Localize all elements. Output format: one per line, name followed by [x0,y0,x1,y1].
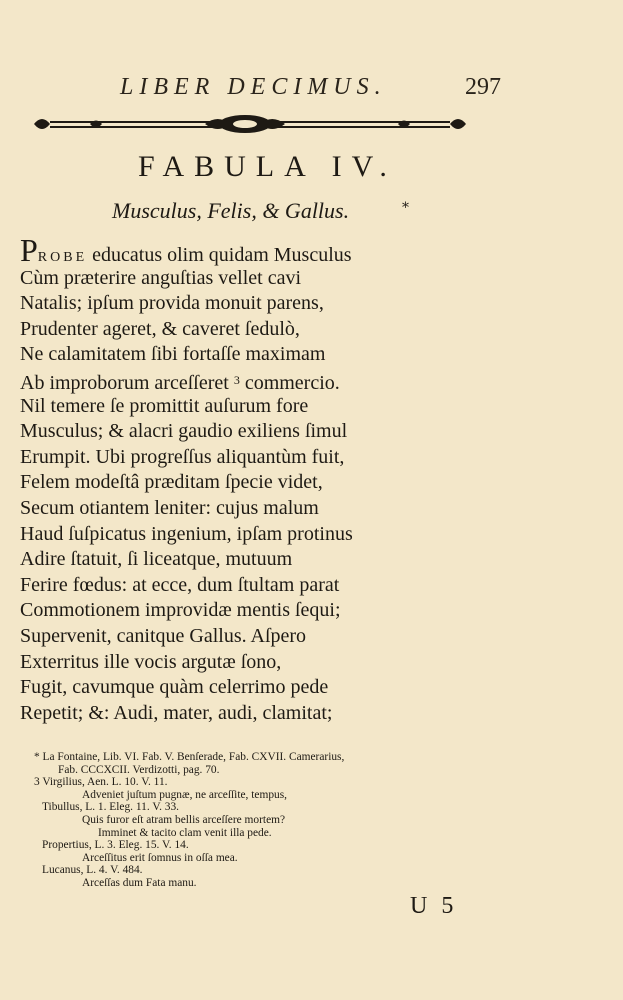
verse-pre: Nil temere ſe promittit auſurum fore [20,394,309,417]
verse-line [20,701,440,727]
verse-pre: Ab improborum arceſſeret [20,371,234,394]
verse-line [20,368,440,394]
footnote-line: * La Fontaine, Lib. VI. Fab. V. Benſerade, Fab. CXVII. Camerarius, [34,751,345,763]
verse-line [20,266,440,292]
verse-pre: Musculus; & alacri gaudio exiliens ſimul [20,420,348,443]
footnote-line: Lucanus, L. 4. V. 484. [42,864,143,877]
verse-pre: Cùm præterire anguſtias vellet cavi [20,266,302,289]
verse-pre: Natalis; ipſum provida monuit parens, [20,292,324,315]
footnotes [34,751,614,890]
verse-line [20,598,440,624]
signature-mark: U 5 [410,893,458,919]
verse-line [20,547,440,573]
verse-line [20,291,440,317]
verse-text: commercio. [239,371,340,394]
verse-line [20,675,440,701]
verse-pre: Fugit, cavumque quàm celerrimo pede [20,676,329,699]
verse-text: educatus olim quidam Musculus [87,244,352,266]
verse-line [20,650,440,676]
footnote-line: Arceſſas dum Fata manu. [82,876,197,889]
footnote-line: Arceſſitus erit ſomnus in oſſa mea. [82,851,238,864]
ornamental-rule-icon [30,112,470,138]
verse-line [20,496,440,522]
verse-pre: Repetit; &: Audi, mater, audi, clamitat; [20,701,333,724]
verse-line [20,394,440,420]
verse-line [20,445,440,471]
footnote-line: Propertius, L. 3. Eleg. 15. V. 14. [42,839,189,852]
verse-pre: Commotionem improvidæ mentis ſequi; [20,599,341,622]
verse-smallcaps: ROBE [37,250,88,265]
footnote-marker: * [402,200,409,216]
verse-line [20,573,440,599]
verse-line [20,317,440,343]
verse-pre: Erumpit. Ubi progreſſus aliquantùm fuit, [20,445,345,468]
verse-pre: Felem modeſtâ præditam ſpecie videt, [20,471,323,494]
page-number: 297 [465,74,501,100]
verse-dropcap: P [20,232,38,268]
footnote-line: Fab. CCCXCII. Verdizotti, pag. 70. [58,763,220,776]
footnote-line: Tibullus, L. 1. Eleg. 11. V. 33. [42,801,180,814]
verse-line [20,522,440,548]
footnote-line: 3 Virgilius, Aen. L. 10. V. 11. [34,776,168,789]
verse-pre: Supervenit, canitque Gallus. Aſpero [20,624,307,647]
running-title: LIBER DECIMUS. [120,74,387,100]
verse-sup: 3 [233,372,240,387]
verse-line [20,470,440,496]
verse-pre: Ne calamitatem ſibi fortaſſe maximam [20,343,326,366]
verse-pre: Prudenter ageret, & caveret ſedulò, [20,317,300,340]
footnote-line: Quis furor eſt atram bellis arceſſere mortem? [82,813,286,826]
verse-pre: Exterritus ille vocis argutæ ſono, [20,650,282,673]
verse-line [20,232,440,268]
footnote-line: Imminet & tacito clam venit illa pede. [98,826,272,839]
verse-line [20,419,440,445]
fable-subtitle: Musculus, Felis, & Gallus. [112,198,350,223]
fable-title: FABULA IV. [138,150,397,183]
verse-pre: Adire ſtatuit, ſi liceatque, mutuum [20,548,293,571]
verse-line [20,624,440,650]
footnote-line: Adveniet juſtum pugnæ, ne arceſſite, tempus, [82,788,287,801]
verse-line [20,342,440,368]
verse-pre: Ferire fœdus: at ecce, dum ſtultam parat [20,573,340,596]
verse-block [20,232,440,726]
verse-pre: Secum otiantem leniter: cujus malum [20,496,319,519]
verse-pre: Haud ſuſpicatus ingenium, ipſam protinus [20,522,353,545]
